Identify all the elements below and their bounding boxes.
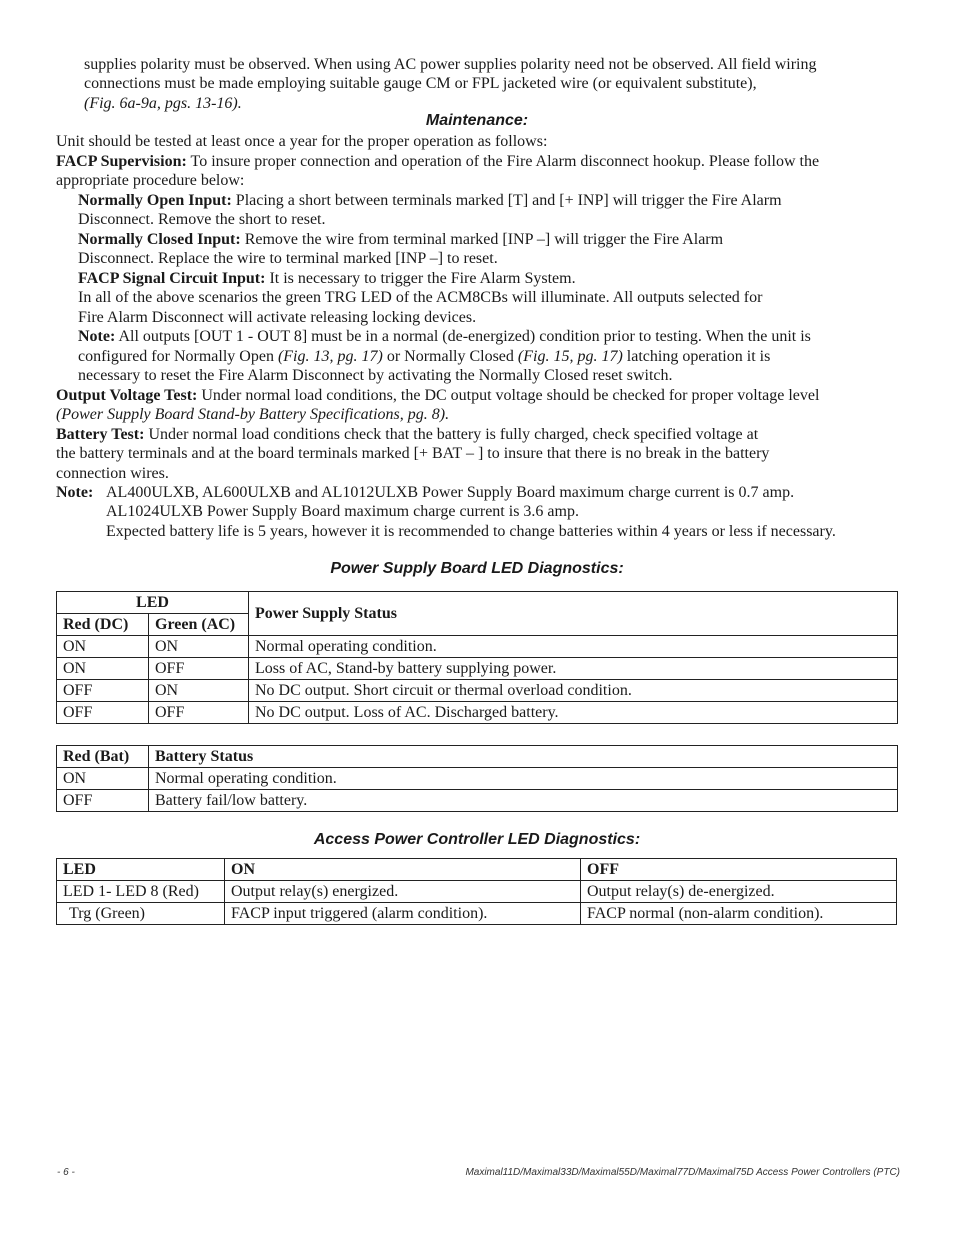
led-header: LED — [57, 859, 225, 881]
intro-figure-ref: (Fig. 6a-9a, pgs. 13-16). — [84, 95, 242, 112]
maintenance-intro: Unit should be tested at least once a year for the proper operation as follows: — [56, 133, 548, 150]
red-cell: OFF — [57, 680, 149, 702]
note2-line-3: Expected battery life is 5 years, however it is recommended to change batteries within 4 years or less if necessary. — [106, 523, 836, 540]
red-cell: ON — [57, 658, 149, 680]
battery-status-header: Battery Status — [149, 746, 898, 768]
psb-led-table — [56, 591, 898, 724]
led-cell: LED 1- LED 8 (Red) — [57, 881, 225, 903]
status-cell: Normal operating condition. — [249, 636, 898, 658]
red-cell: ON — [57, 636, 149, 658]
red-dc-header: Red (DC) — [57, 614, 149, 636]
off-cell: Output relay(s) de-energized. — [581, 881, 897, 903]
red-bat-header: Red (Bat) — [57, 746, 149, 768]
footer-title: Maximal11D/Maximal33D/Maximal55D/Maximal77D/Maximal75D Access Power Controllers (PTC) — [465, 1167, 900, 1178]
green-cell: ON — [149, 636, 249, 658]
battery-test-line-2: the battery terminals and at the board terminals marked [+ BAT – ] to insure that there is no break in the battery — [56, 445, 770, 462]
table-row — [57, 702, 898, 724]
off-cell: FACP normal (non-alarm condition). — [581, 903, 897, 925]
off-header: OFF — [581, 859, 897, 881]
bat-cell: OFF — [57, 790, 149, 812]
scenarios-line-1: In all of the above scenarios the green TRG LED of the ACM8CBs will illuminate. All outputs selected for — [78, 289, 763, 306]
table-row — [57, 768, 898, 790]
intro-line-2: connections must be made employing suitable gauge CM or FPL jacketed wire (or equivalent substitute), — [84, 75, 757, 92]
maintenance-heading: Maintenance: — [425, 112, 529, 129]
green-cell: OFF — [149, 658, 249, 680]
table-row — [57, 881, 897, 903]
table-header-row — [57, 859, 897, 881]
apc-led-table — [56, 858, 897, 925]
note2-line-2: AL1024ULXB Power Supply Board maximum charge current is 3.6 amp. — [106, 503, 579, 520]
on-header: ON — [225, 859, 581, 881]
intro-line-1: supplies polarity must be observed. When using AC power supplies polarity need not be observed. All field wiring — [84, 56, 817, 73]
status-cell: Loss of AC, Stand-by battery supplying power. — [249, 658, 898, 680]
normally-open-line-1: Normally Open Input: Placing a short between terminals marked [T] and [+ INP] will trigger the Fire Alarm — [78, 192, 782, 209]
table-row — [57, 658, 898, 680]
note-line-3: necessary to reset the Fire Alarm Disconnect by activating the Normally Closed reset switch. — [78, 367, 673, 384]
led-cell: Trg (Green) — [57, 903, 225, 925]
output-voltage-line-2: (Power Supply Board Stand-by Battery Specifications, pg. 8). — [56, 406, 450, 423]
table-row — [57, 903, 897, 925]
status-cell: No DC output. Short circuit or thermal overload condition. — [249, 680, 898, 702]
table-header-row — [57, 592, 898, 614]
battery-status-table — [56, 745, 898, 812]
status-cell: No DC output. Loss of AC. Discharged battery. — [249, 702, 898, 724]
led-header: LED — [57, 592, 249, 614]
facp-supervision-line-1: FACP Supervision: To insure proper connection and operation of the Fire Alarm disconnect hookup. Please follow the — [56, 153, 820, 170]
psb-heading: Power Supply Board LED Diagnostics: — [330, 560, 624, 577]
green-cell: ON — [149, 680, 249, 702]
table-row — [57, 636, 898, 658]
normally-open-line-2: Disconnect. Remove the short to reset. — [78, 211, 326, 228]
green-ac-header: Green (AC) — [149, 614, 249, 636]
battery-test-line-1: Battery Test: Under normal load conditions check that the battery is fully charged, check specified voltage at — [56, 426, 759, 443]
green-cell: OFF — [149, 702, 249, 724]
normally-closed-line-2: Disconnect. Replace the wire to terminal marked [INP –] to reset. — [78, 250, 498, 267]
red-cell: OFF — [57, 702, 149, 724]
apc-heading: Access Power Controller LED Diagnostics: — [313, 831, 641, 848]
page-number: - 6 - — [57, 1167, 75, 1178]
note2-label: Note: — [56, 484, 94, 501]
power-supply-status-header: Power Supply Status — [249, 592, 898, 636]
status-cell: Battery fail/low battery. — [149, 790, 898, 812]
table-row — [57, 680, 898, 702]
battery-test-line-3: connection wires. — [56, 465, 169, 482]
on-cell: Output relay(s) energized. — [225, 881, 581, 903]
note-line-1: Note: All outputs [OUT 1 - OUT 8] must be in a normal (de-energized) condition prior to testing. When the unit is — [78, 328, 811, 345]
facp-signal-line: FACP Signal Circuit Input: It is necessary to trigger the Fire Alarm System. — [78, 270, 576, 287]
bat-cell: ON — [57, 768, 149, 790]
table-header-row — [57, 746, 898, 768]
note2-line-1: AL400ULXB, AL600ULXB and AL1012ULXB Power Supply Board maximum charge current is 0.7 amp. — [106, 484, 795, 501]
normally-closed-line-1: Normally Closed Input: Remove the wire from terminal marked [INP –] will trigger the Fire Alarm — [78, 231, 724, 248]
table-row — [57, 790, 898, 812]
output-voltage-line-1: Output Voltage Test: Under normal load conditions, the DC output voltage should be checked for proper voltage level — [56, 387, 820, 404]
facp-supervision-line-2: appropriate procedure below: — [56, 172, 245, 189]
status-cell: Normal operating condition. — [149, 768, 898, 790]
note-line-2: configured for Normally Open (Fig. 13, pg. 17) or Normally Closed (Fig. 15, pg. 17) latching operation it is — [78, 348, 771, 365]
on-cell: FACP input triggered (alarm condition). — [225, 903, 581, 925]
scenarios-line-2: Fire Alarm Disconnect will activate releasing locking devices. — [78, 309, 477, 326]
